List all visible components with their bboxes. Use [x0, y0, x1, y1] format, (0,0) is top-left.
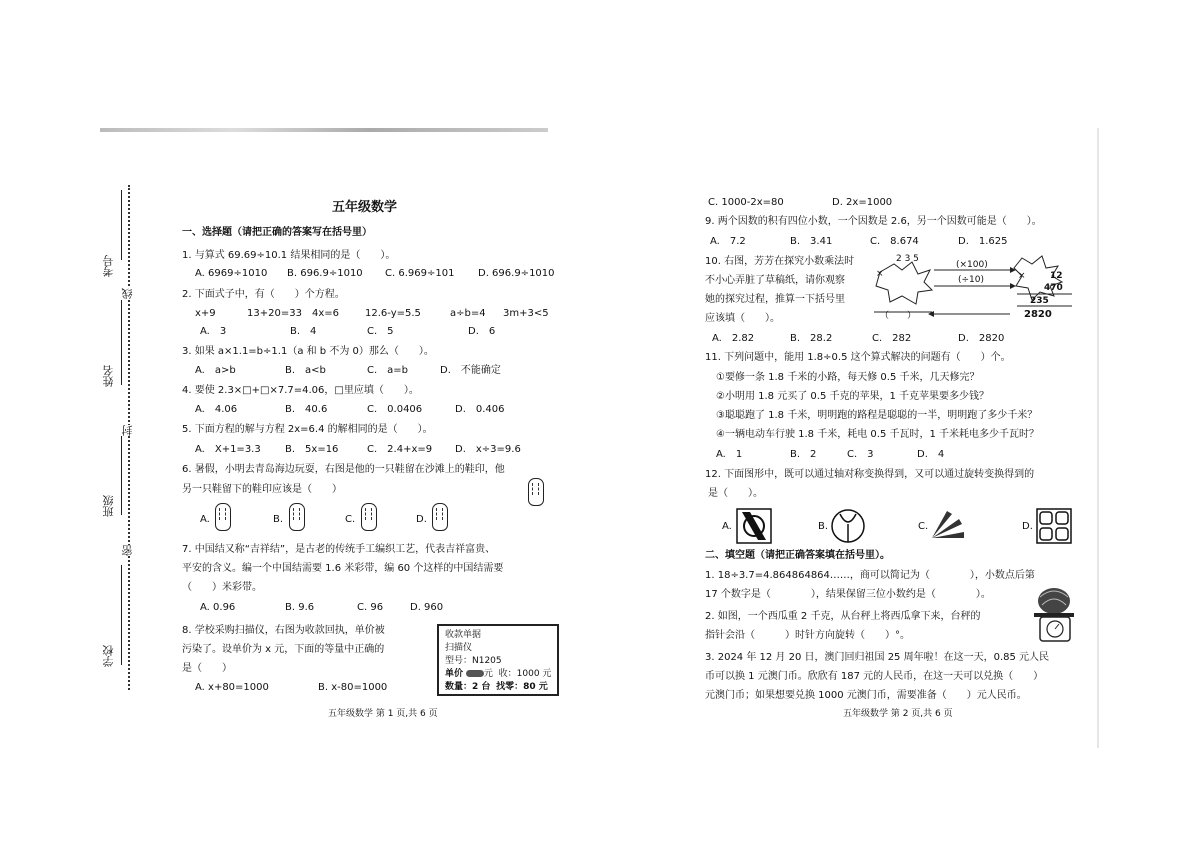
draft-partial-1: 470 — [1044, 283, 1063, 293]
draft-blank: （ ） — [880, 311, 917, 321]
draft-partial-2: 235 — [1030, 296, 1049, 306]
question-5: 5. 下面方程的解与方程 2x=6.4 的解相同的是（ ）。 — [182, 424, 433, 435]
q2-expr-3: 4x=6 — [312, 308, 340, 319]
draft-top-number: 2 3 5 — [896, 254, 919, 264]
shape-a-icon — [736, 508, 772, 544]
scan-right-edge — [1097, 128, 1099, 748]
section-choice-title: 一、选择题（请把正确的答案写在括号里） — [182, 227, 372, 238]
shoeprint-c-icon — [361, 503, 377, 531]
receipt-qty-row — [445, 681, 551, 694]
shape-b-icon — [830, 508, 866, 544]
question-6-line-1: 6. 暑假，小明去青岛海边玩耍，右图是他的一只鞋留在沙滩上的鞋印，他 — [182, 464, 505, 475]
receipt-qty: 数量：2 台 — [445, 682, 491, 692]
q3-option-b: B. a<b — [285, 365, 326, 376]
question-10-line-2: 不小心弄脏了草稿纸，请你观察 — [705, 275, 845, 286]
q8-option-c: C. 1000-2x=80 — [708, 197, 784, 208]
receipt-figure — [437, 624, 559, 696]
question-3: 3. 如果 a×1.1=b÷1.1（a 和 b 不为 0）那么（ ）。 — [182, 346, 434, 357]
receipt-price-label: 单价 — [445, 669, 464, 679]
question-6-line-2: 另一只鞋留下的鞋印应该是（ ） — [182, 484, 342, 495]
q1-option-b: B. 696.9÷1010 — [287, 268, 363, 279]
receipt-model: 型号：N1205 — [445, 656, 502, 666]
q11-option-b: B. 2 — [790, 449, 817, 460]
multiplication-draft-figure — [872, 252, 1077, 327]
question-12-line-1: 12. 下面图形中，既可以通过轴对称变换得到，又可以通过旋转变换得到的 — [705, 469, 1035, 480]
q3-option-c: C. a=b — [367, 365, 409, 376]
shoeprint-b-icon — [289, 503, 305, 531]
question-8-line-2: 污染了。设单价为 x 元，下面的等量中正确的 — [182, 644, 385, 655]
ink-stain-icon — [466, 670, 484, 677]
seal-dotted-line — [128, 185, 130, 690]
q7-option-a: A. 0.96 — [200, 602, 236, 613]
q10-option-a: A. 2.82 — [712, 333, 755, 344]
q2-option-a: A. 3 — [200, 326, 227, 337]
q2-expr-2: 13+20=33 — [247, 308, 302, 319]
q11-item-1: ①要修一条 1.8 千米的小路，每天修 0.5 千米，几天修完？ — [716, 372, 980, 383]
question-11: 11. 下列问题中，能用 1.8÷0.5 这个算式解决的问题有（ ）个。 — [705, 352, 1011, 363]
q8-option-a: A. x+80=1000 — [195, 682, 269, 693]
q6-option-d: D. — [416, 514, 427, 525]
q5-option-d: D. x÷3=9.6 — [455, 444, 521, 455]
q3-option-d: D. 不能确定 — [440, 365, 501, 376]
question-12-line-2: 是（ ）。 — [708, 488, 763, 499]
seal-char-seal: 封 — [121, 425, 134, 436]
shoeprint-a-icon — [215, 503, 231, 531]
q9-option-b: B. 3.41 — [790, 236, 833, 247]
fill-3-line-3: 元澳门币；如果想要兑换 1000 元澳门币，需要准备（ ）元人民币。 — [705, 690, 1027, 701]
question-10-line-1: 10. 右图，芳芳在探究小数乘法时 — [705, 256, 855, 267]
fill-2-line-1: 2. 如图，一个西瓜重 2 千克，从台秤上将西瓜拿下来，台秤的 — [705, 611, 981, 622]
section-fill-title: 二、填空题（请把正确答案填在括号里）。 — [705, 550, 890, 561]
q2-expr-1: x+9 — [195, 308, 216, 319]
q1-option-a: A. 6969÷1010 — [195, 268, 268, 279]
q5-option-b: B. 5x=16 — [285, 444, 339, 455]
question-4: 4. 要使 2.3×□+□×7.7=4.06，□里应填（ ）。 — [182, 385, 419, 396]
question-8-line-3: 是（ ） — [182, 663, 232, 674]
q10-option-d: D. 2820 — [958, 333, 1005, 344]
q12-option-d: D. — [1022, 521, 1033, 532]
draft-times-left: × — [876, 269, 884, 279]
shape-d-icon — [1036, 508, 1072, 544]
draft-arrow-label-2: (÷10) — [958, 275, 985, 285]
q10-option-c: C. 282 — [872, 333, 912, 344]
q2-expr-6: 3m+3<5 — [503, 308, 549, 319]
shoeprint-reference-icon — [528, 478, 544, 506]
question-10-line-3: 她的探究过程，推算一下括号里 — [705, 294, 845, 305]
question-9: 9. 两个因数的积有四位小数，一个因数是 2.6，另一个因数可能是（ ）。 — [705, 216, 1042, 227]
fill-1-line-2: 17 个数字是（ ），结果保留三位小数约是（ ）。 — [705, 589, 991, 600]
q7-option-b: B. 9.6 — [285, 602, 315, 613]
q12-option-b: B. — [818, 521, 829, 532]
q9-option-d: D. 1.625 — [958, 236, 1008, 247]
question-7-line-2: 平安的含义。编一个中国结需要 1.6 米彩带，编 60 个这样的中国结需要 — [182, 563, 504, 574]
question-1: 1. 与算式 69.69÷10.1 结果相同的是（ ）。 — [182, 250, 396, 261]
receipt-title: 收款单据 — [445, 630, 482, 640]
page-title: 五年级数学 — [332, 200, 398, 215]
fill-3-line-2: 币可以换 1 元澳门币。欣欣有 187 元的人民币，在这一天可以兑换（ ） — [705, 671, 1044, 682]
q4-option-d: D. 0.406 — [455, 404, 505, 415]
watermelon-scale-icon — [1030, 585, 1078, 643]
q1-option-c: C. 6.969÷101 — [385, 268, 455, 279]
question-7-line-1: 7. 中国结又称“吉祥结”，是古老的传统手工编织工艺，代表吉祥富贵、 — [182, 544, 496, 555]
q7-option-c: C. 96 — [357, 602, 384, 613]
q4-option-c: C. 0.0406 — [367, 404, 423, 415]
class-label: 班级 — [102, 495, 115, 517]
shape-c-icon — [928, 508, 968, 542]
q3-option-a: A. a>b — [195, 365, 236, 376]
q2-option-b: B. 4 — [290, 326, 317, 337]
draft-multiplier: 12 — [1050, 271, 1063, 281]
receipt-price-unit: 元 — [483, 669, 493, 679]
q9-option-a: A. 7.2 — [710, 236, 746, 247]
q11-option-d: D. 4 — [917, 449, 945, 460]
question-2: 2. 下面式子中，有（ ）个方程。 — [182, 289, 345, 300]
name-line — [121, 300, 122, 385]
class-line — [121, 430, 122, 515]
fill-2-line-2: 指针会沿（ ）时针方向旋转（ ）°。 — [705, 630, 910, 641]
question-8-line-1: 8. 学校采购扫描仪，右图为收款回执，单价被 — [182, 625, 385, 636]
q6-option-c: C. — [345, 514, 356, 525]
binding-margin — [95, 185, 145, 695]
receipt-price-row — [445, 668, 551, 681]
q11-item-4: ④一辆电动车行驶 1.8 千米，耗电 0.5 千瓦时，1 千米耗电多少千瓦时？ — [716, 429, 1040, 440]
seal-char-line: 线 — [121, 288, 134, 299]
draft-times-right: × — [1018, 271, 1026, 281]
q7-option-d: D. 960 — [410, 602, 444, 613]
q10-option-b: B. 28.2 — [790, 333, 833, 344]
shoeprint-d-icon — [432, 503, 448, 531]
q2-expr-4: 12.6-y=5.5 — [365, 308, 421, 319]
exam-number-label: 考号 — [102, 255, 115, 277]
q2-option-d: D. 6 — [468, 326, 496, 337]
q11-item-3: ③聪聪跑了 1.8 千米，明明跑的路程是聪聪的一半，明明跑了多少千米？ — [716, 410, 1038, 421]
receipt-item: 扫描仪 — [445, 643, 473, 653]
q11-item-2: ②小明用 1.8 元买了 0.5 千克的苹果，1 千克苹果要多少钱？ — [716, 391, 990, 402]
right-page-footer: 五年级数学 第 2 页,共 6 页 — [843, 709, 953, 719]
fill-1-line-1: 1. 18÷3.7=4.864864864……，商可以简记为（ ），小数点后第 — [705, 570, 1035, 581]
school-label: 学校 — [102, 645, 115, 667]
draft-result: 2820 — [1024, 309, 1052, 320]
q11-option-c: C. 3 — [847, 449, 874, 460]
q1-option-d: D. 696.9÷1010 — [478, 268, 555, 279]
q9-option-c: C. 8.674 — [870, 236, 919, 247]
draft-arrow-label-1: (×100) — [956, 260, 988, 270]
q2-option-c: C. 5 — [367, 326, 394, 337]
school-line — [121, 565, 122, 665]
receipt-paid: 收：1000 元 — [498, 669, 552, 679]
q12-option-c: C. — [918, 521, 929, 532]
receipt-change: 找零：80 元 — [496, 682, 548, 692]
q4-option-b: B. 40.6 — [285, 404, 328, 415]
q5-option-a: A. X+1=3.3 — [195, 444, 261, 455]
q8-option-b: B. x-80=1000 — [318, 682, 388, 693]
fill-3-line-1: 3. 2024 年 12 月 20 日，澳门回归祖国 25 周年啦！在这一天，0.85 元人民 — [705, 652, 1050, 663]
question-10-line-4: 应该填（ ）。 — [705, 313, 780, 324]
q4-option-a: A. 4.06 — [195, 404, 238, 415]
left-page-footer: 五年级数学 第 1 页,共 6 页 — [328, 709, 438, 719]
q2-expr-5: a÷b=4 — [450, 308, 486, 319]
q11-option-a: A. 1 — [716, 449, 743, 460]
q6-option-b: B. — [273, 514, 284, 525]
exam-number-line — [121, 190, 122, 260]
name-label: 姓名 — [102, 365, 115, 387]
q12-option-a: A. — [722, 521, 732, 532]
q5-option-c: C. 2.4+x=9 — [367, 444, 433, 455]
q8-option-d: D. 2x=1000 — [832, 197, 893, 208]
scan-top-line — [100, 128, 548, 132]
seal-char-secret: 密 — [121, 545, 134, 556]
q6-option-a: A. — [200, 514, 210, 525]
question-7-line-3: （ ）米彩带。 — [182, 582, 262, 593]
